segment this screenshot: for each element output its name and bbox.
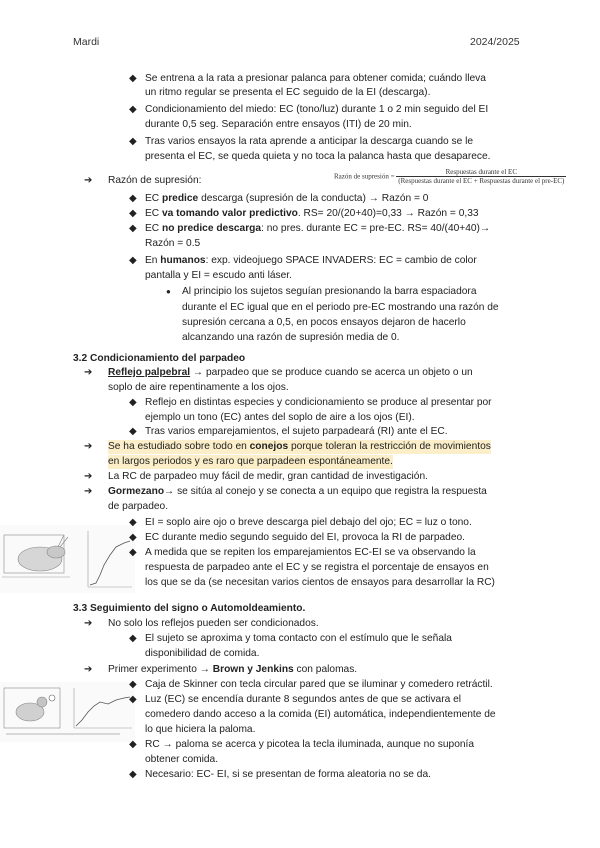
emphasized-text: Automoldeamiento	[210, 603, 303, 614]
diamond-bullet-icon: ◆	[129, 739, 137, 750]
suppression-ratio-formula	[334, 168, 566, 185]
text-segment: : no pres. durante EC = pre-EC. RS= 40/(40+40)→	[261, 223, 491, 234]
text-segment: .	[302, 603, 306, 614]
formula-numerator: Respuestas durante el EC	[396, 168, 566, 177]
text-segment: soplo de aire repentinamente a los ojos.	[108, 382, 289, 393]
text-segment: EC durante medio segundo seguido del EI, provoca la RI de parpadeo.	[145, 532, 465, 543]
text-line	[108, 440, 491, 454]
text-line	[145, 425, 448, 439]
emphasized-text: no predice descarga	[161, 223, 262, 234]
text-line	[145, 723, 255, 737]
emphasized-text: conejos	[249, 441, 289, 452]
text-line	[145, 576, 495, 590]
text-line	[108, 500, 168, 514]
formula-lhs: Razón de supresión =	[334, 172, 395, 181]
text-segment: comedero dando acceso a la comida (EI) automática, independientemente de	[145, 709, 496, 720]
text-segment: de parpadeo.	[108, 501, 169, 512]
text-line	[145, 103, 488, 117]
text-segment: Necesario: EC- EI, si se presentan de forma aleatoria no se da.	[145, 769, 431, 780]
text-line	[145, 678, 493, 692]
text-segment: disponibilidad de comida.	[145, 648, 260, 659]
section-heading	[73, 352, 245, 366]
text-segment: EI = soplo aire ojo o breve descarga piel debajo del ojo; EC = luz o tono.	[145, 517, 472, 528]
text-segment: ejemplo un tono (EC) antes del soplo de aire a los ojos (EI).	[145, 412, 415, 423]
text-line	[145, 738, 474, 752]
text-segment: en largos periodos y es raro que parpadeen espontáneamente.	[108, 456, 393, 467]
text-line	[182, 285, 477, 299]
text-line	[145, 768, 431, 782]
emphasized-text: Gormezano	[108, 486, 165, 497]
text-segment: Razón de supresión:	[108, 175, 202, 186]
text-line	[145, 237, 200, 251]
text-segment: → parpadeo que se produce cuando se acerca un objeto o un	[190, 367, 473, 378]
rabbit-eyeblink-figure	[0, 525, 135, 593]
text-line	[145, 72, 486, 86]
arrow-bullet-icon: ➔	[84, 664, 93, 675]
arrow-bullet-icon: ➔	[84, 367, 93, 378]
text-line	[108, 174, 201, 188]
text-segment: Se entrena a la rata a presionar palanca para obtener comida; cuándo lleva	[145, 73, 486, 84]
text-segment: descarga (supresión de la conducta) → Razón = 0	[198, 193, 429, 204]
text-segment: respuesta de parpadeo ante el EC y se registra el porcentaje de ensayos en	[145, 562, 489, 573]
header-left: Mardi	[73, 36, 100, 48]
text-segment: El sujeto se aproxima y toma contacto con el estímulo que le señala	[145, 633, 452, 644]
text-line	[145, 269, 292, 283]
text-segment: Reflejo en distintas especies y condicionamiento se produce al presentar por	[145, 397, 492, 408]
text-segment: obtener comida.	[145, 754, 219, 765]
text-segment: EC	[145, 223, 162, 234]
text-line	[182, 316, 466, 330]
diamond-bullet-icon: ◆	[129, 136, 137, 147]
text-line	[108, 663, 357, 677]
text-segment: Tras varios emparejamientos, el sujeto parpadeará (RI) ante el EC.	[145, 426, 448, 437]
diamond-bullet-icon: ◆	[129, 517, 137, 528]
arrow-bullet-icon: ➔	[84, 441, 93, 452]
diamond-bullet-icon: ◆	[129, 679, 137, 690]
text-segment: La RC de parpadeo muy fácil de medir, gran cantidad de investigación.	[108, 471, 428, 482]
text-segment: 3.3 Seguimiento del signo o	[73, 603, 211, 614]
text-segment: porque toleran la restricción de movimientos	[288, 441, 491, 452]
text-segment: : exp. videojuego SPACE INVADERS: EC = cambio de color	[205, 255, 477, 266]
text-segment: pantalla y EI = escudo anti láser.	[145, 270, 292, 281]
text-segment: Al principio los sujetos seguían presionando la barra espaciadora	[182, 286, 477, 297]
text-segment: los que se da (se necesitan varios cientos de ensayos para desarrollar la RC)	[145, 577, 495, 588]
text-line	[145, 396, 492, 410]
rabbit-figure-svg	[0, 525, 135, 593]
diamond-bullet-icon: ◆	[129, 104, 137, 115]
text-line	[145, 118, 412, 132]
text-line	[145, 561, 489, 575]
emphasized-text: va tomando valor predictivo	[161, 208, 298, 219]
text-line	[145, 708, 496, 722]
text-segment: A medida que se repiten los emparejamientos EC-EI se va observando la	[145, 547, 476, 558]
text-line	[108, 470, 428, 484]
text-line	[145, 411, 415, 425]
text-line	[182, 331, 399, 345]
diamond-bullet-icon: ◆	[129, 547, 137, 558]
text-segment: Primer experimento →	[108, 664, 213, 675]
text-segment: No solo los reflejos pueden ser condicionados.	[108, 618, 319, 629]
text-segment: EC	[145, 208, 162, 219]
pigeon-figure-svg	[0, 682, 135, 742]
text-segment: alcanzando una razón de supresión media de 0.	[182, 332, 400, 343]
diamond-bullet-icon: ◆	[129, 255, 137, 266]
text-line	[108, 485, 487, 499]
text-segment: Caja de Skinner con tecla circular pared que se iluminar y comedero retráctil.	[145, 679, 493, 690]
text-segment: En	[145, 255, 161, 266]
header-right: 2024/2025	[470, 36, 520, 48]
text-line	[145, 546, 476, 560]
text-line	[145, 531, 465, 545]
text-segment: Razón = 0.5	[145, 238, 201, 249]
text-line	[145, 516, 472, 530]
text-line	[145, 254, 477, 268]
text-line	[182, 301, 499, 315]
text-segment: durante 0,5 seg. Separación entre ensayos (ITI) de 20 min.	[145, 119, 412, 130]
text-segment: durante el EC igual que en el periodo pre-EC mostrando una razón de	[182, 302, 499, 313]
text-line	[145, 753, 218, 767]
diamond-bullet-icon: ◆	[129, 532, 137, 543]
emphasized-text: Brown y Jenkins	[212, 664, 294, 675]
diamond-bullet-icon: ◆	[129, 208, 137, 219]
text-segment: un ritmo regular se presenta el EC seguido de la EI (descarga).	[145, 87, 431, 98]
section-heading	[73, 602, 305, 616]
text-line	[145, 207, 479, 221]
text-line	[145, 135, 473, 149]
text-segment: con palomas.	[293, 664, 358, 675]
text-segment: → se sitúa al conejo y se conecta a un equipo que registra la respuesta	[164, 486, 487, 497]
emphasized-text: humanos	[160, 255, 206, 266]
text-segment: lo que hiciera la paloma.	[145, 724, 256, 735]
text-line	[145, 222, 490, 236]
diamond-bullet-icon: ◆	[129, 73, 137, 84]
text-line	[145, 693, 461, 707]
arrow-bullet-icon: ➔	[84, 175, 93, 186]
dot-bullet-icon: ●	[166, 287, 171, 296]
text-segment: supresión cercana a 0,5, en pocos ensayos dejaron de hacerlo	[182, 317, 466, 328]
diamond-bullet-icon: ◆	[129, 769, 137, 780]
arrow-bullet-icon: ➔	[84, 486, 93, 497]
text-line	[108, 381, 289, 395]
formula-denominator: (Respuestas durante el EC + Respuestas durante el pre-EC)	[398, 177, 565, 185]
text-line	[108, 455, 393, 469]
text-segment: Tras varios ensayos la rata aprende a anticipar la descarga cuando se le	[145, 136, 474, 147]
diamond-bullet-icon: ◆	[129, 397, 137, 408]
diamond-bullet-icon: ◆	[129, 223, 137, 234]
text-line	[108, 617, 319, 631]
text-segment: . RS= 20/(20+40)=0,33 → Razón = 0,33	[297, 208, 479, 219]
text-line	[145, 86, 430, 100]
diamond-bullet-icon: ◆	[129, 426, 137, 437]
pigeon-autoshaping-figure	[0, 682, 135, 742]
diamond-bullet-icon: ◆	[129, 193, 137, 204]
text-segment: Condicionamiento del miedo: EC (tono/luz) durante 1 o 2 min seguido del EI	[145, 104, 489, 115]
text-segment: RC → paloma se acerca y picotea la tecla iluminada, aunque no suponía	[145, 739, 475, 750]
emphasized-text: Reflejo palpebral	[108, 367, 191, 378]
text-segment: 3.2 Condicionamiento del parpadeo	[73, 353, 246, 364]
text-line	[145, 632, 452, 646]
text-line	[108, 366, 473, 380]
text-line	[145, 192, 428, 206]
emphasized-text: predice	[161, 193, 199, 204]
text-line	[145, 150, 491, 164]
text-segment: presenta el EC, se queda quieta y no toca la palanca hasta que desaparece.	[145, 151, 491, 162]
diamond-bullet-icon: ◆	[129, 633, 137, 644]
text-segment: EC	[145, 193, 162, 204]
text-segment: Se ha estudiado sobre todo en	[108, 441, 250, 452]
arrow-bullet-icon: ➔	[84, 471, 93, 482]
arrow-bullet-icon: ➔	[84, 618, 93, 629]
text-line	[145, 647, 259, 661]
diamond-bullet-icon: ◆	[129, 694, 137, 705]
text-segment: Luz (EC) se encendía durante 8 segundos antes de que se activara el	[145, 694, 462, 705]
